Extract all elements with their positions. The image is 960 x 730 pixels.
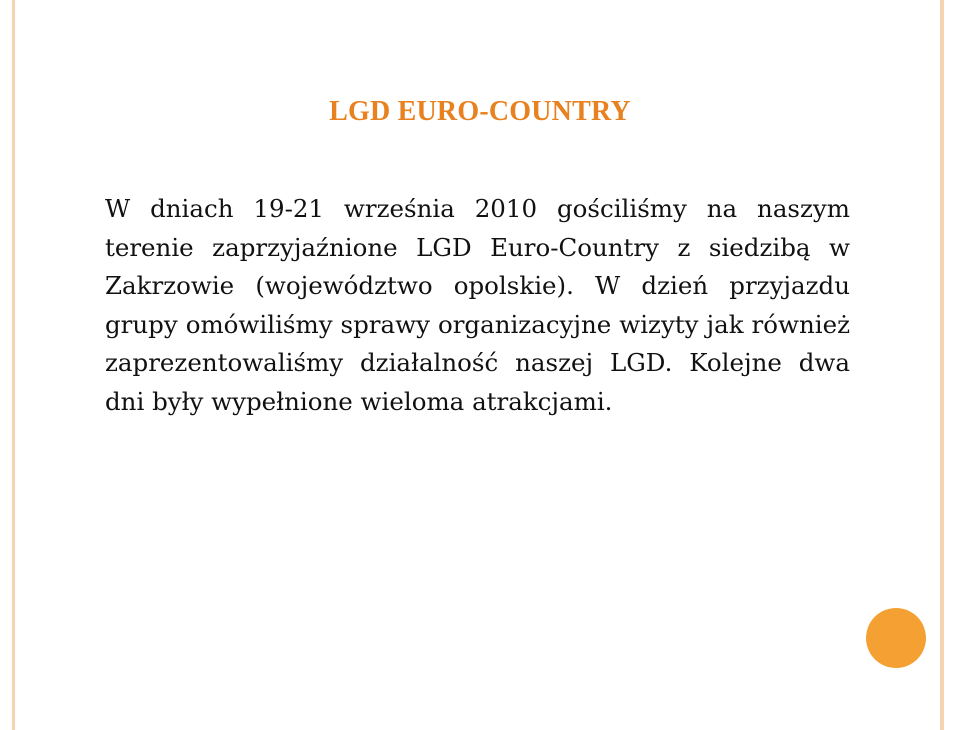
frame-border-left xyxy=(12,0,15,730)
slide-title: LGD EURO-COUNTRY xyxy=(329,96,631,127)
slide-body-text: W dniach 19-21 września 2010 gościliśmy na naszym terenie zaprzyjaźnione LGD Euro-Country z siedzibą w Zakrzowie (województwo opolskie). W dzień przyjazdu grupy omówiliśmy sprawy organizacyjne wizyty jak również zaprezentowaliśmy działalność naszej LGD. Kolejne dwa dni były wypełnione wieloma atrakcjami. xyxy=(105,194,850,416)
decorative-orange-circle xyxy=(866,608,926,668)
frame-border-right xyxy=(940,0,944,730)
